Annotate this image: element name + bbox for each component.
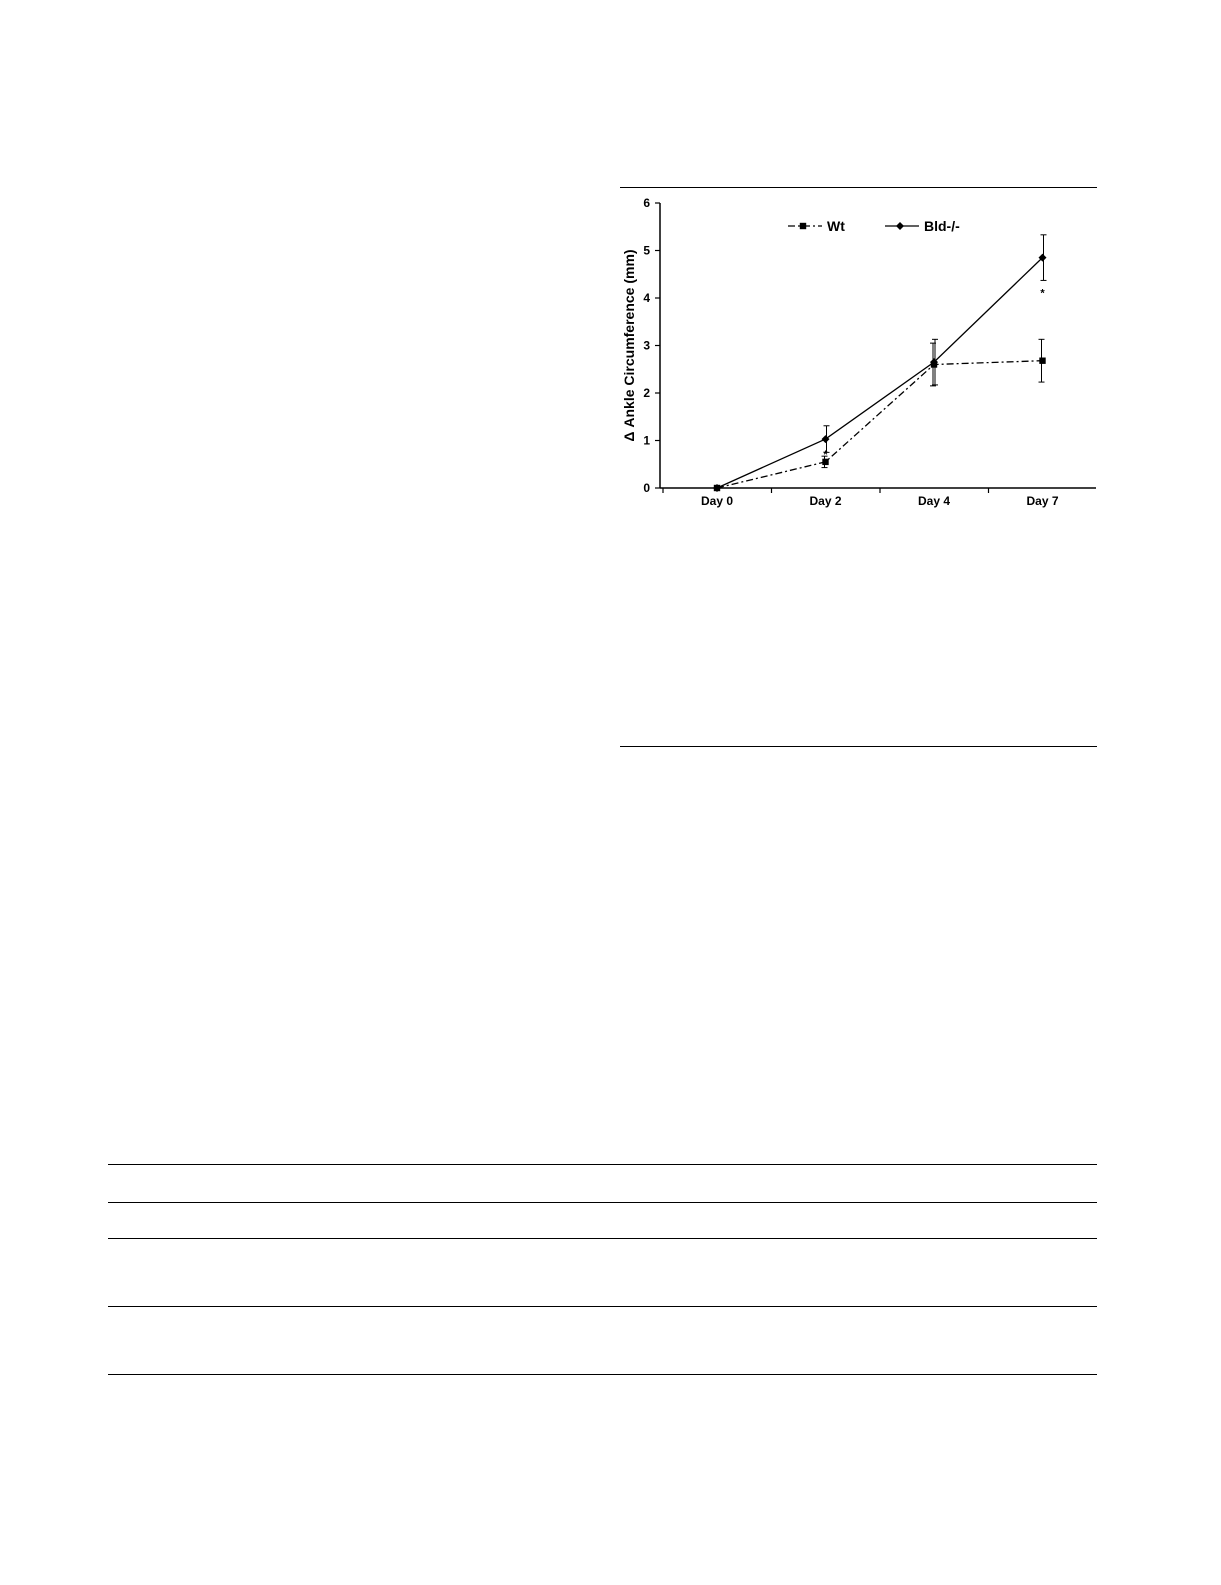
y-tick-label: 2 [643,386,650,400]
legend-entry-0 [788,218,845,234]
y-tick-label: 5 [643,243,650,258]
legend-marker [800,223,806,229]
y-axis-label: Δ Ankle Circumference (mm) [621,249,637,442]
y-tick-label: 4 [643,291,650,305]
x-tick-label: Day 2 [809,494,842,508]
series-layer [713,235,1047,492]
legend-marker [896,222,904,230]
table-rule-2 [108,1202,1097,1203]
series-0 [714,339,1046,491]
y-axis-ticks [643,196,660,495]
legend-label: Wt [827,218,845,234]
series-line [717,361,1043,488]
figure-bottom-rule [620,746,1097,747]
figure-top-rule [620,187,1097,188]
ankle-circumference-line-chart [620,190,1100,520]
y-tick-label: 0 [643,481,650,495]
x-tick-label: Day 7 [1026,494,1059,508]
series-line [717,258,1043,488]
significance-asterisk: * [1040,287,1045,300]
significance-asterisk: * [823,448,828,461]
axes [660,203,1096,488]
x-axis-ticks [663,488,1059,508]
data-point [1039,358,1045,364]
x-tick-label: Day 0 [700,494,734,508]
table-rule-5 [108,1374,1097,1375]
data-point [822,435,830,443]
legend-label: Bld-/- [924,218,960,234]
x-tick-label: Day 4 [917,494,951,508]
table-rule-4 [108,1306,1097,1307]
y-tick-label: 6 [643,196,650,210]
legend-entry-1 [885,218,960,234]
table-rule-1 [108,1164,1097,1165]
y-tick-label: 1 [643,433,650,448]
series-1 [713,235,1047,492]
legend [788,218,960,234]
table-rule-3 [108,1238,1097,1239]
y-tick-label: 3 [643,338,650,353]
